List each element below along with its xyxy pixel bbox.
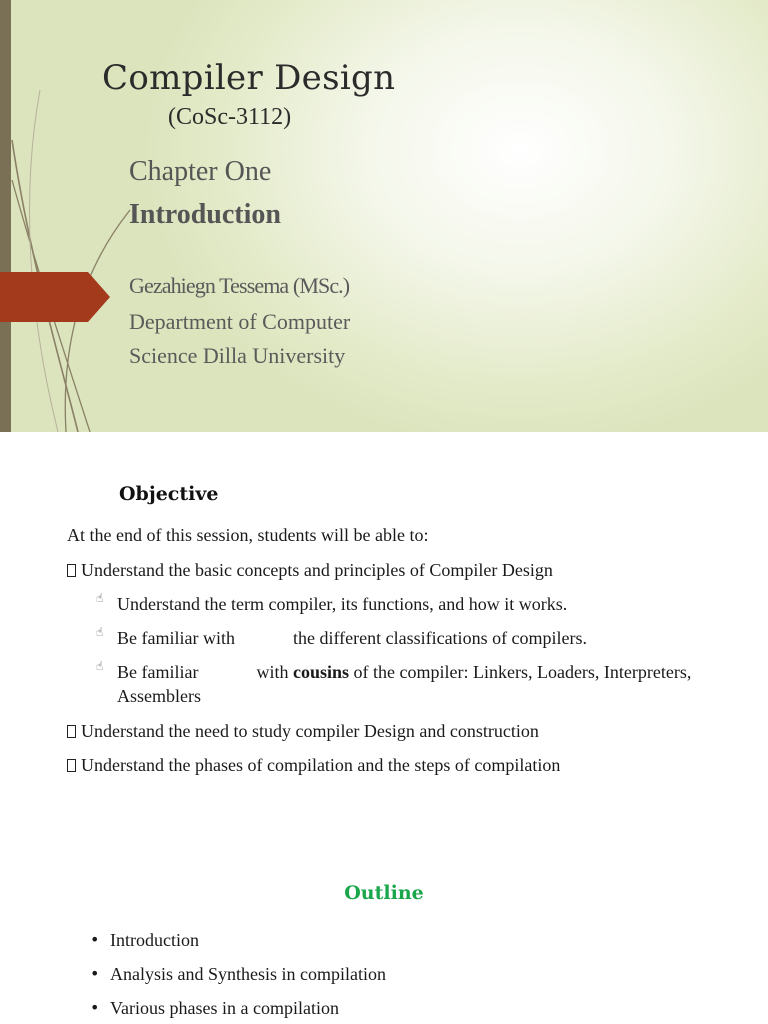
sub-bullet-text (117, 626, 587, 650)
department-line-1: Department of Computer (129, 309, 351, 334)
presentation-title: Compiler Design (102, 58, 396, 98)
sub-bullet-continuation: Assemblers (117, 686, 201, 706)
bullet-text: Understand the need to study compiler Design and construction (81, 721, 539, 741)
title-slide (0, 0, 768, 432)
pointing-hand-icon: ☝ (96, 625, 104, 639)
department-line-2: Science Dilla University (129, 343, 346, 368)
bullet-dot-icon: • (90, 930, 100, 949)
list-item (90, 928, 386, 962)
objective-intro: At the end of this session, students will be able to: (67, 525, 429, 545)
outline-heading: Outline (344, 882, 424, 904)
sub-bullet-text-part: with (256, 662, 289, 682)
list-item (90, 996, 386, 1024)
objective-heading: Objective (119, 483, 219, 505)
checkbox-icon (67, 725, 76, 738)
bullet-dot-icon: • (90, 998, 100, 1017)
pointing-hand-icon: ☝ (96, 659, 104, 673)
list-item (90, 962, 386, 996)
chapter-title: Introduction (129, 199, 281, 230)
list-item-text: Introduction (110, 930, 199, 950)
list-item-text: Analysis and Synthesis in compilation (110, 964, 386, 984)
sub-bullet-text-part: of the compiler: Linkers, Loaders, Interpreters, (353, 662, 692, 682)
sub-bullet-text-part: the different classifications of compilers. (292, 628, 588, 648)
sub-bullet-text (117, 660, 691, 684)
objective-bullet (67, 720, 539, 742)
outline-list (90, 928, 386, 1024)
bullet-text: Understand the phases of compilation and the steps of compilation (81, 755, 561, 775)
sub-bullet-text-part: Be familiar (117, 662, 199, 682)
author-name: Gezahiegn Tessema (MSc.) (129, 273, 350, 298)
checkbox-icon (67, 564, 76, 577)
sub-bullet-bold-term: cousins (292, 662, 350, 682)
objective-bullet (67, 754, 560, 776)
arrow-accent (0, 272, 110, 322)
chapter-label: Chapter One (129, 156, 272, 187)
sub-bullet-text-part: Be familiar with (117, 628, 235, 648)
list-item-text: Various phases in a compilation (110, 998, 339, 1018)
sub-bullet-text: Understand the term compiler, its functions, and how it works. (117, 594, 568, 614)
bullet-text: Understand the basic concepts and principles of Compiler Design (81, 560, 553, 580)
bullet-dot-icon: • (90, 964, 100, 983)
course-code: (CoSc-3112) (168, 104, 292, 130)
checkbox-icon (67, 759, 76, 772)
pointing-hand-icon: ☝ (96, 591, 104, 605)
objective-bullet (67, 559, 553, 581)
left-accent-bar (0, 0, 11, 432)
